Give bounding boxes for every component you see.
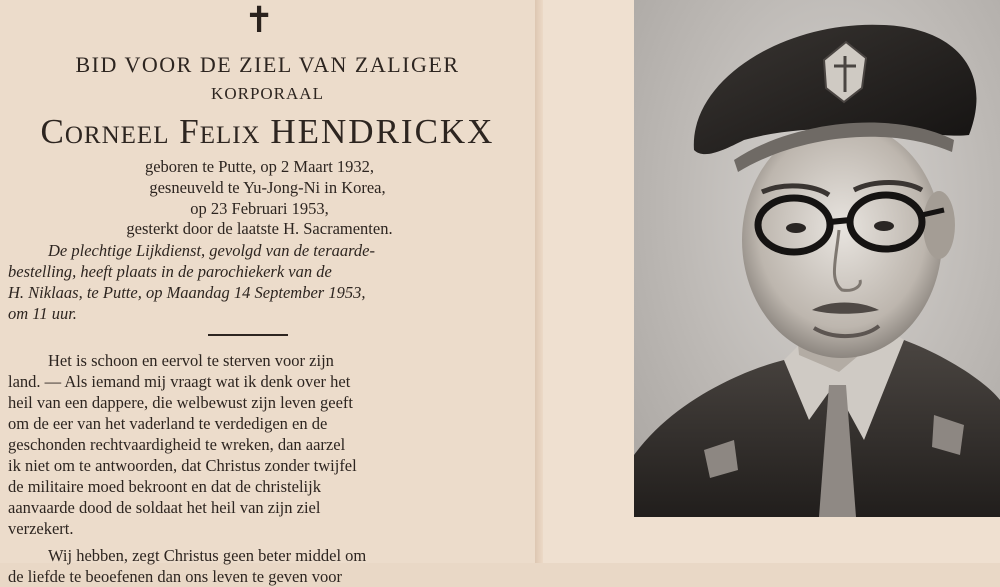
prayer-heading: BID VOOR DE ZIEL VAN ZALIGER (75, 52, 460, 77)
body-line: verzekert. (8, 519, 74, 538)
section-divider (208, 334, 288, 336)
funeral-notice (8, 240, 508, 324)
funeral-line: H. Niklaas, te Putte, op Maandag 14 September 1953, (8, 283, 366, 302)
deceased-name (0, 112, 535, 152)
body-line: ik niet om te antwoorden, dat Christus zonder twijfel (8, 456, 357, 475)
body-line: geschonden rechtvaardigheid te wreken, dan aarzel (8, 435, 346, 454)
portrait-photo (634, 0, 1000, 517)
rank-label: KORPORAAL (211, 84, 324, 103)
body-line: om de eer van het vaderland te verdedigen en de (8, 414, 328, 433)
first-names: Corneel Felix (40, 112, 261, 151)
funeral-line: bestelling, heeft plaats in de parochiekerk van de (8, 262, 332, 281)
reflection-text (8, 350, 508, 587)
death-date-line: op 23 Februari 1953, (190, 199, 329, 218)
card-fold (535, 0, 543, 563)
body-line: de militaire moed bekroont en dat de christelijk (8, 477, 321, 496)
death-place-line: gesneuveld te Yu-Jong-Ni in Korea, (149, 178, 386, 197)
soldier-portrait-image (634, 0, 1000, 517)
body-line: heil van een dappere, die welbewust zijn leven geeft (8, 393, 353, 412)
body-line: Wij hebben, zegt Christus geen beter middel om (48, 546, 367, 565)
body-line: Het is schoon en eervol te sterven voor zijn (48, 351, 334, 370)
body-line: aanvaarde dood de soldaat het heil van zijn ziel (8, 498, 321, 517)
body-line: land. — Als iemand mij vraagt wat ik denk over het (8, 372, 351, 391)
birth-line: geboren te Putte, op 2 Maart 1932, (144, 157, 375, 176)
cross-icon: ✝ (244, 0, 275, 40)
body-line: de liefde te beoefenen dan ons leven te geven voor (8, 567, 342, 586)
surname: HENDRICKX (270, 112, 495, 151)
sacraments-line: gesterkt door de laatste H. Sacramenten. (126, 219, 393, 238)
funeral-line: De plechtige Lijkdienst, gevolgd van de teraarde- (48, 241, 376, 260)
funeral-line: om 11 uur. (8, 304, 77, 323)
